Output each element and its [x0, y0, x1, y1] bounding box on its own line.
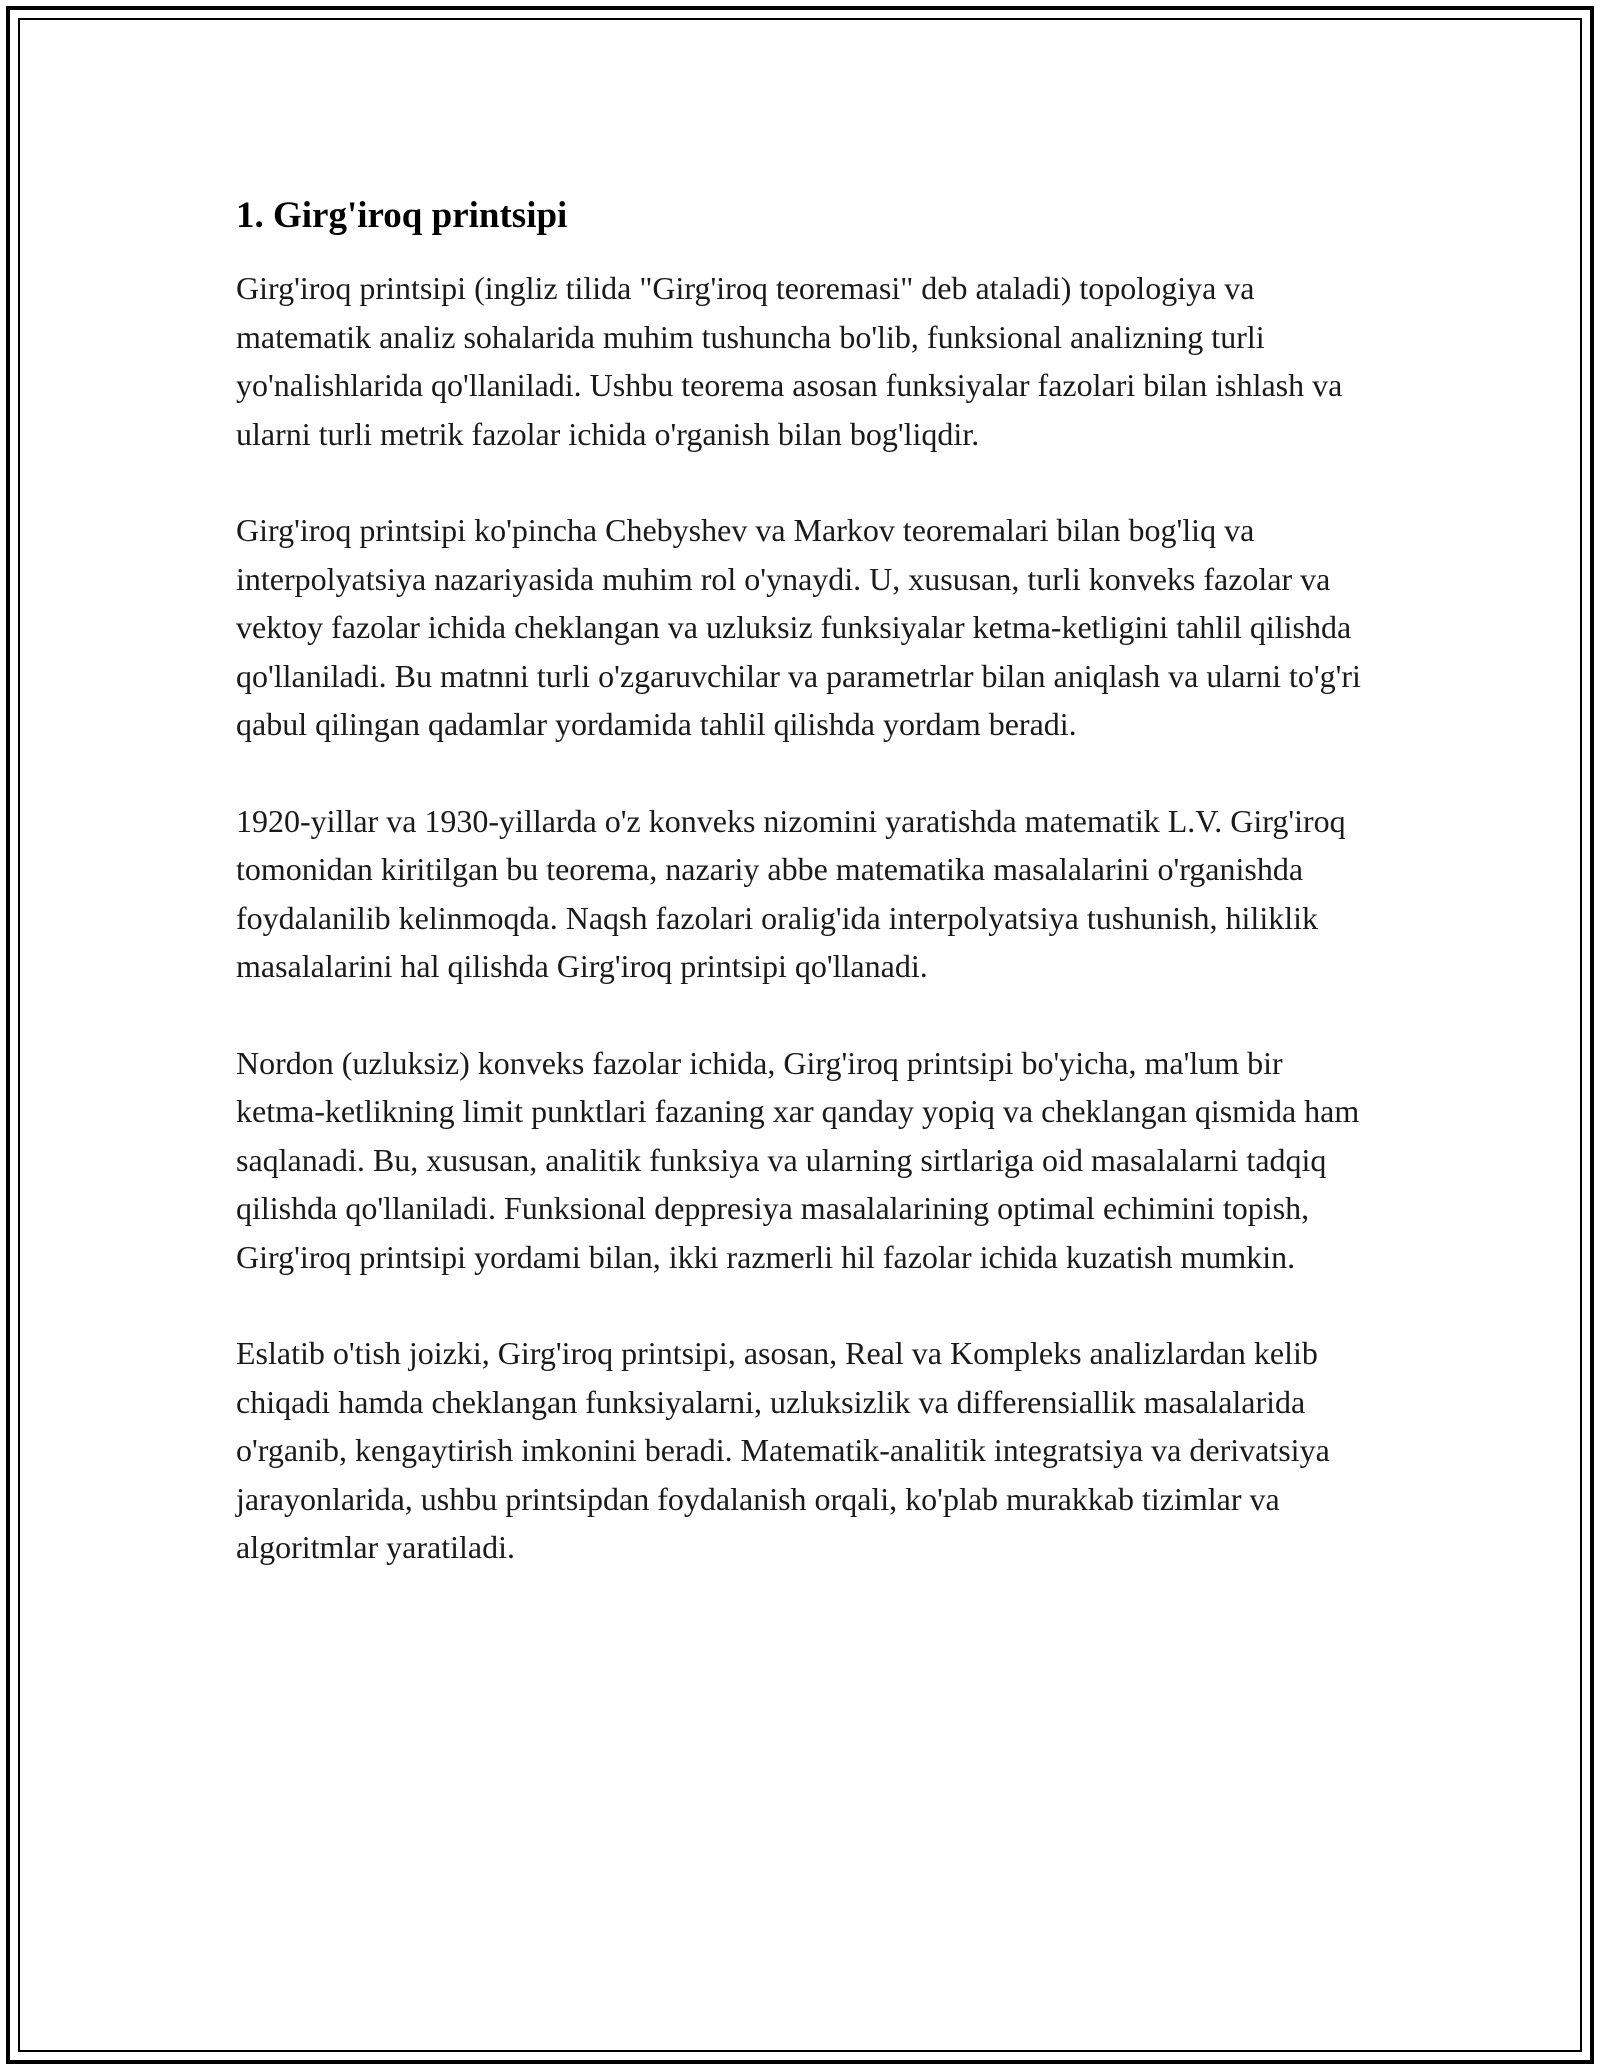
paragraph-5: Eslatib o'tish joizki, Girg'iroq printsipi, asosan, Real va Kompleks analizlardan kelib chiqadi hamda cheklangan funksiyalarni, uzluksizlik va differensiallik masalalarida o'rganib, kengaytirish imkonini beradi. Matematik-analitik integratsiya va derivatsiya jarayonlarida, ushbu printsipdan foydalanish orqali, ko'plab murakkab tizimlar va algoritmlar yaratiladi. [236, 1335, 1330, 1565]
paragraph-4: Nordon (uzluksiz) konveks fazolar ichida, Girg'iroq printsipi bo'yicha, ma'lum bir ketma-ketlikning limit punktlari fazaning xar qanday yopiq va cheklangan qismida ham saqlanadi. Bu, xususan, analitik funksiya va ularning sirtlariga oid masalalarni tadqiq qilishda qo'llaniladi. Funksional deppresiya masalalarining optimal echimini topish, Girg'iroq printsipi yordami bilan, ikki razmerli hil fazolar ichida kuzatish mumkin. [236, 1044, 1360, 1275]
document-body [236, 186, 1376, 1620]
section-heading: 1. Girg'iroq printsipi [236, 195, 568, 236]
paragraph-2: Girg'iroq printsipi ko'pincha Chebyshev va Markov teoremalari bilan bog'liq va interpolyatsiya nazariyasida muhim rol o'ynaydi. U, xususan, turli konveks fazolar va vektoy fazolar ichida cheklangan va uzluksiz funksiyalar ketma-ketligini tahlil qilishda qo'llaniladi. Bu matnni turli o'zgaruvchilar va parametrlar bilan aniqlash va ularni to'g'ri qabul qilingan qadamlar yordamida tahlil qilishda yordam beradi. [236, 512, 1361, 742]
paragraph-3: 1920-yillar va 1930-yillarda o'z konveks nizomini yaratishda matematik L.V. Girg'iroq tomonidan kiritilgan bu teorema, nazariy abbe matematika masalalarini o'rganishda foydalanilib kelinmoqda. Naqsh fazolari oralig'ida interpolyatsiya tushunish, hiliklik masalalarini hal qilishda Girg'iroq printsipi qo'llanadi. [236, 802, 1346, 984]
paragraph-1: Girg'iroq printsipi (ingliz tilida "Girg'iroq teoremasi" deb ataladi) topologiya va matematik analiz sohalarida muhim tushuncha bo'lib, funksional analizning turli yo'nalishlarida qo'llaniladi. Ushbu teorema asosan funksiyalar fazolari bilan ishlash va ularni turli metrik fazolar ichida o'rganish bilan bog'liqdir. [236, 270, 1343, 452]
